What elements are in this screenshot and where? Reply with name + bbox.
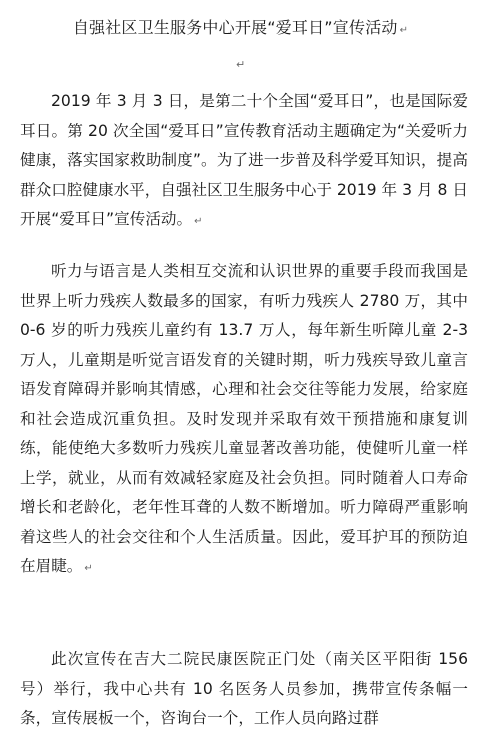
paragraph-3-text: 此次宣传在吉大二院民康医院正门处（南关区平阳街 156 号）举行，我中心共有 10 名医务人员参加，携带宣传条幅一条，宣传展板一个，咨询台一个，工作人员向路过群 (20, 650, 468, 727)
paragraph-1 (20, 87, 468, 237)
paragraph-mark-icon: ↵ (194, 216, 203, 227)
empty-line-paragraph-mark-icon: ↵ (236, 58, 246, 71)
document-title (0, 16, 481, 43)
paragraph-1-text: 2019 年 3 月 3 日，是第二十个全国“爱耳日”，也是国际爱耳日。第 20 次全国“爱耳日”宣传教育活动主题确定为“关爱听力健康，落实国家救助制度”。为了进一步普及科学爱耳知识，提高群众口腔健康水平，自强社区卫生服务中心于 2019 年 3 月 8 日开展“爱耳日”宣传活动。 (20, 92, 468, 228)
paragraph-mark-icon: ↵ (399, 25, 409, 36)
paragraph-mark-icon: ↵ (84, 563, 93, 574)
document-title-text: 自强社区卫生服务中心开展“爱耳日”宣传活动 (72, 18, 398, 37)
paragraph-3 (20, 645, 468, 734)
paragraph-2 (20, 257, 468, 584)
paragraph-2-text: 听力与语言是人类相互交流和认识世界的重要手段而我国是世界上听力残疾人数最多的国家，有听力残疾人 2780 万，其中 0-6 岁的听力残疾儿童约有 13.7 万人，每年新生听障儿童 2-3 万人，儿童期是听觉言语发育的关键时期，听力残疾导致儿童言语发育障碍并影响其情感，心理和社会交往等能力发展，给家庭和社会造成沉重负担。及时发现并采取有效干预措施和康复训练，能使绝大多数听力残疾儿童显著改善功能，使健听儿童一样上学，就业，从而有效减轻家庭及社会负担。同时随着人口寿命增长和老龄化，老年性耳聋的人数不断增加。听力障碍严重影响着这些人的社会交往和个人生活质量。因此，爱耳护耳的预防迫在眉睫。 (20, 262, 468, 575)
